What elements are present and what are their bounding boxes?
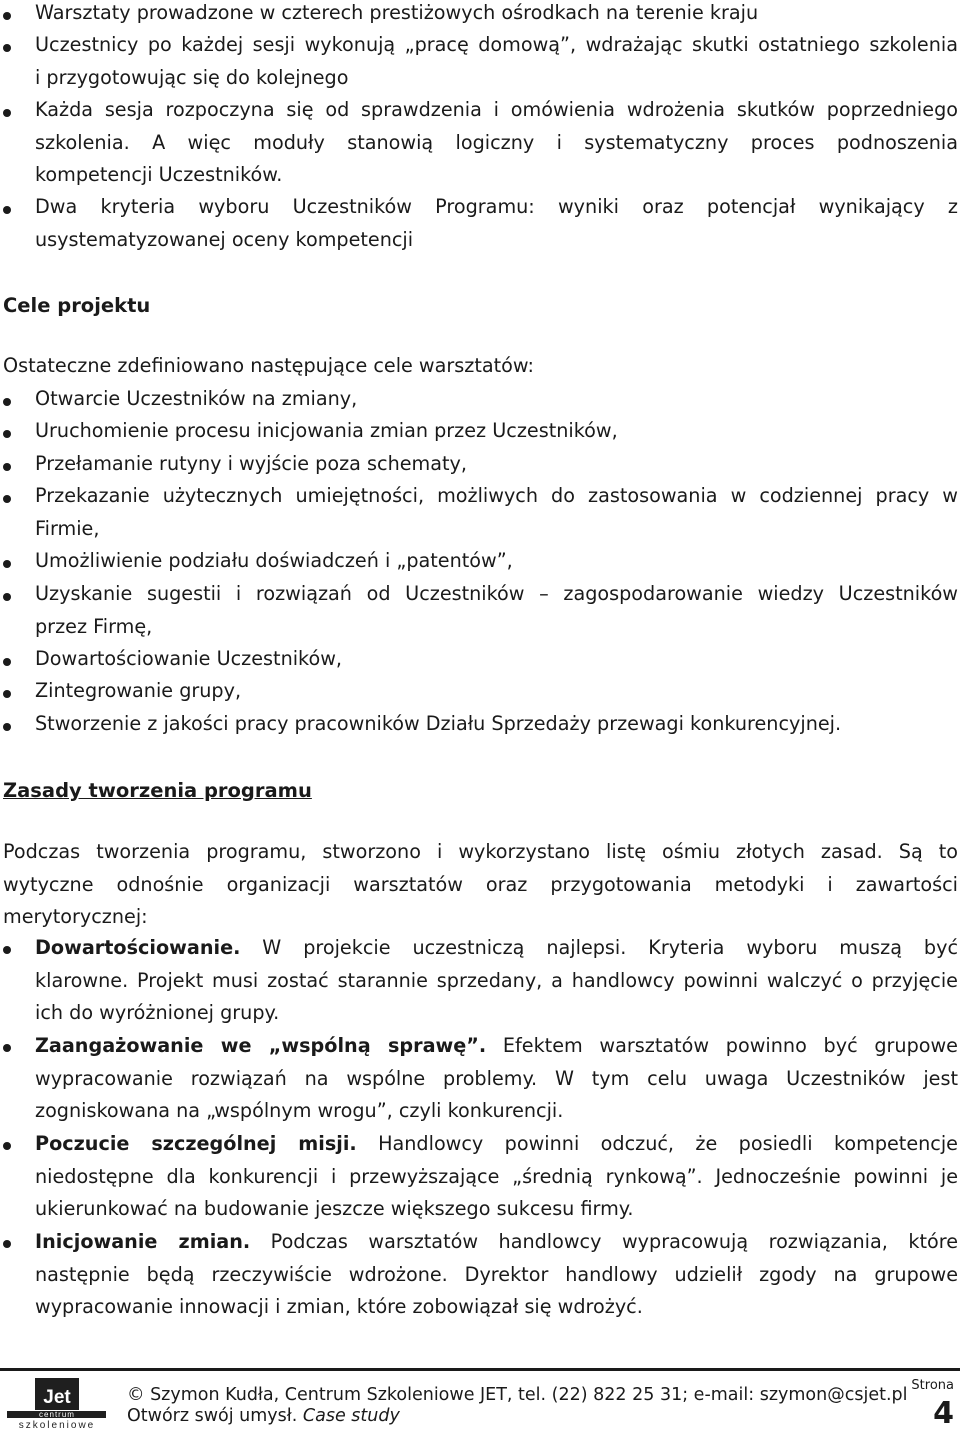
list-item (35, 1030, 958, 1128)
logo-top-text: Jet (43, 1387, 71, 1408)
jet-logo (5, 1378, 108, 1430)
rule-title: Zaangażowanie we „wspólną sprawę”. (35, 1034, 487, 1057)
list-item-text: Zintegrowanie grupy, (35, 679, 242, 702)
list-item-text: Umożliwienie podziału doświadczeń i „patentów”, (35, 549, 513, 572)
list-item-text: usystematyzowanej oceny kompetencji (35, 227, 414, 251)
list-item (35, 415, 958, 448)
list-item-text: Przełamanie rutyny i wyjście poza schematy, (35, 452, 467, 475)
list-item-text: przez Firmę, (35, 614, 153, 638)
list-item-text: Warsztaty prowadzone w czterech prestiżowych ośrodkach na terenie kraju (35, 1, 759, 24)
section-heading-rules: Zasady tworzenia programu (3, 779, 312, 802)
list-item-text: klarowne. Projekt musi zostać starannie sprzedany, a handlowcy powinni walczyć o przyjęcie (35, 968, 958, 992)
list-item-text: zogniskowana na „wspólnym wrogu”, czyli konkurencji. (35, 1099, 564, 1122)
rule-title: Inicjowanie zmian. (35, 1230, 251, 1253)
list-item (35, 578, 958, 643)
list-item-text: Stworzenie z jakości pracy pracowników Działu Sprzedaży przewagi konkurencyjnej. (35, 712, 842, 735)
bullet-icon (3, 1240, 11, 1248)
section-lead-text: wytyczne odnośnie organizacji warsztatów oraz przygotowania metodyki i zawartości (3, 872, 958, 896)
list-item-text: Dwa kryteria wyboru Uczestników Programu: wyniki oraz potencjał wynikający z (35, 195, 958, 218)
list-item (35, 480, 958, 545)
bullet-icon (3, 109, 11, 117)
list-item-text: Uczestnicy po każdej sesji wykonują „pracę domową”, wdrażając skutki ostatniego szkolenia (35, 33, 958, 56)
bullet-icon (3, 1044, 11, 1052)
list-item (35, 675, 958, 708)
list-item-text (35, 932, 958, 965)
list-item (35, 448, 958, 481)
list-item (35, 708, 958, 741)
list-item-text: niedostępne dla konkurencji i przewyższające „średnią rynkową”. Jednocześnie powinni je (35, 1164, 958, 1188)
bullet-icon (3, 12, 11, 20)
list-item-text: Dowartościowanie Uczestników, (35, 647, 343, 670)
section-lead-text: Ostateczne zdefiniowano następujące cele warsztatów: (3, 354, 534, 377)
list-item-text: ich do wyróżnionej grupy. (35, 1001, 280, 1024)
bullet-icon (3, 560, 11, 568)
list-item (35, 643, 958, 676)
section-lead-text: Podczas tworzenia programu, stworzono i wykorzystano listę ośmiu złotych zasad. Są to (3, 840, 958, 863)
list-item-text: wypracowanie rozwiązań na wspólne problemy. W tym celu uwaga Uczestników jest (35, 1066, 958, 1090)
footer-tagline-italic: Case study (302, 1406, 400, 1426)
list-item-text: Firmie, (35, 516, 100, 540)
section-lead (3, 836, 958, 934)
list-item (35, 1226, 958, 1324)
list-item-text: wypracowanie innowacji i zmian, które zobowiązał się wdrożyć. (35, 1295, 643, 1318)
list-item-text: Otwarcie Uczestników na zmiany, (35, 387, 358, 410)
list-item-text: Uruchomienie procesu inicjowania zmian przez Uczestników, (35, 419, 618, 442)
logo-mid-text: centrum (39, 1410, 75, 1419)
list-item (35, 191, 958, 256)
bullet-icon (3, 723, 11, 731)
rule-text: Handlowcy powinni odczuć, że posiedli kompetencje (356, 1132, 958, 1155)
list-item-text: szkolenia. A więc moduły stanowią logiczny i systematyczny proces podnoszenia (35, 130, 958, 154)
list-item-text: Każda sesja rozpoczyna się od sprawdzenia i omówienia wdrożenia skutków poprzedniego (35, 98, 958, 121)
bullet-icon (3, 1142, 11, 1150)
list-item-text: Przekazanie użytecznych umiejętności, możliwych do zastosowania w codziennej pracy w (35, 484, 958, 507)
list-item-text: i przygotowując się do kolejnego (35, 65, 349, 89)
list-item-text: ukierunkować na budowanie jeszcze większego sukcesu firmy. (35, 1197, 634, 1220)
list-item (35, 1128, 958, 1226)
section-lead (3, 350, 958, 383)
bullet-icon (3, 946, 11, 954)
rule-text: W projekcie uczestniczą najlepsi. Kryteria wyboru muszą być (240, 936, 958, 959)
footer-tagline (127, 1405, 400, 1427)
page-label: Strona (911, 1378, 954, 1393)
page-number: 4 (933, 1396, 954, 1431)
list-item (35, 383, 958, 416)
footer-tagline-text: Otwórz swój umysł. (127, 1406, 298, 1426)
list-item (35, 545, 958, 578)
list-item (35, 94, 958, 192)
list-item-text: Uzyskanie sugestii i rozwiązań od Uczestników – zagospodarowanie wiedzy Uczestników (35, 582, 958, 605)
bullet-icon (3, 398, 11, 406)
rule-title: Poczucie szczególnej misji. (35, 1132, 357, 1155)
list-item-text: następnie będą rzeczywiście wdrożone. Dyrektor handlowy udzielił zgody na grupowe (35, 1262, 958, 1286)
list-item (35, 932, 958, 1030)
bullet-icon (3, 593, 11, 601)
rule-text: Podczas warsztatów handlowcy wypracowują rozwiązania, które (250, 1230, 958, 1253)
list-item-text: kompetencji Uczestników. (35, 163, 283, 186)
list-item (35, 0, 958, 30)
rule-title: Dowartościowanie. (35, 936, 241, 959)
section-lead-text: merytorycznej: (3, 905, 148, 928)
rule-text: Efektem warsztatów powinno być grupowe (486, 1034, 958, 1057)
bullet-icon (3, 658, 11, 666)
list-item-text (35, 1128, 958, 1161)
bullet-icon (3, 206, 11, 214)
bullet-icon (3, 430, 11, 438)
logo-bottom-text: szkoleniowe (18, 1420, 96, 1430)
list-item-text (35, 1226, 958, 1259)
bullet-icon (3, 44, 11, 52)
bullet-icon (3, 690, 11, 698)
list-item-text (35, 1030, 958, 1063)
bullet-icon (3, 463, 11, 471)
section-heading-goals: Cele projektu (3, 294, 151, 317)
list-item (35, 29, 958, 94)
footer-contact: © Szymon Kudła, Centrum Szkoleniowe JET, tel. (22) 822 25 31; e-mail: szymon@csjet.pl (127, 1385, 908, 1405)
bullet-icon (3, 495, 11, 503)
footer-divider (0, 1368, 960, 1371)
